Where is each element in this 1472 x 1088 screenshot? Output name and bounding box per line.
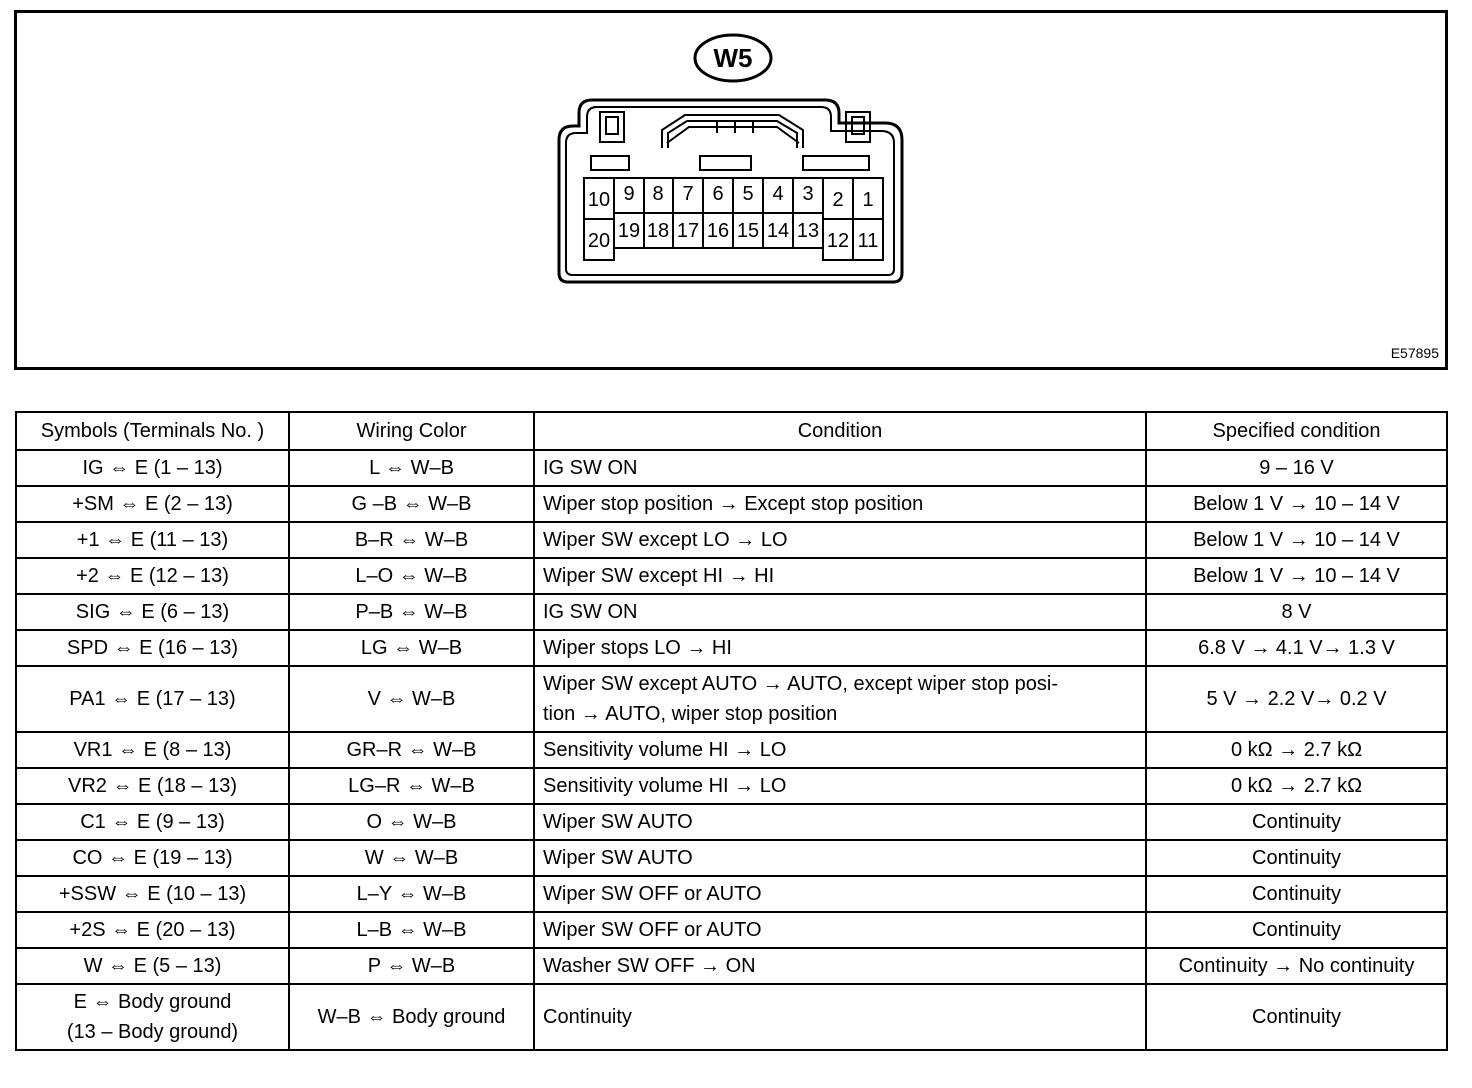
wiring-color-cell: O ⇔ W–B <box>289 804 534 840</box>
wiring-color-cell: LG–R ⇔ W–B <box>289 768 534 804</box>
wiring-color-cell: L–Y ⇔ W–B <box>289 876 534 912</box>
condition-cell: Wiper SW AUTO <box>534 804 1146 840</box>
header-symbols: Symbols (Terminals No. ) <box>16 412 289 450</box>
wiring-color-cell: L ⇔ W–B <box>289 450 534 486</box>
header-specified-condition: Specified condition <box>1146 412 1447 450</box>
symbol-cell: +2S ⇔ E (20 – 13) <box>16 912 289 948</box>
pin-number: 13 <box>796 220 820 242</box>
table-row <box>16 984 1447 1050</box>
wiring-color-cell: GR–R ⇔ W–B <box>289 732 534 768</box>
table-row <box>16 912 1447 948</box>
terminal-spec-table <box>15 411 1448 1051</box>
symbol-cell: IG ⇔ E (1 – 13) <box>16 450 289 486</box>
pin-number: 18 <box>646 220 670 242</box>
condition-cell: Wiper SW AUTO <box>534 840 1146 876</box>
table-row <box>16 732 1447 768</box>
pin-number: 14 <box>766 220 790 242</box>
key-slot-center <box>700 156 751 170</box>
pin-number: 12 <box>826 230 850 252</box>
condition-cell: Wiper SW except AUTO → AUTO, except wiper stop posi- tion → AUTO, wiper stop position <box>534 666 1146 732</box>
table-row <box>16 450 1447 486</box>
symbol-cell: +SM ⇔ E (2 – 13) <box>16 486 289 522</box>
condition-cell: Wiper SW except LO → LO <box>534 522 1146 558</box>
pin-number: 16 <box>706 220 730 242</box>
header-wiring-color: Wiring Color <box>289 412 534 450</box>
condition-cell: Wiper SW OFF or AUTO <box>534 912 1146 948</box>
key-slot-right <box>803 156 869 170</box>
pin-number: 20 <box>587 230 611 252</box>
specified-condition-cell: Below 1 V → 10 – 14 V <box>1146 558 1447 594</box>
specified-condition-cell: Continuity <box>1146 840 1447 876</box>
specified-condition-cell: 8 V <box>1146 594 1447 630</box>
table-row <box>16 486 1447 522</box>
specified-condition-cell: Continuity <box>1146 984 1447 1050</box>
key-slot-left <box>591 156 629 170</box>
symbol-cell: SIG ⇔ E (6 – 13) <box>16 594 289 630</box>
pin-number: 19 <box>617 220 641 242</box>
symbol-cell: +2 ⇔ E (12 – 13) <box>16 558 289 594</box>
specified-condition-cell: Continuity → No continuity <box>1146 948 1447 984</box>
wiring-color-cell: B–R ⇔ W–B <box>289 522 534 558</box>
wiring-color-cell: W ⇔ W–B <box>289 840 534 876</box>
figure-code: E57895 <box>1390 345 1439 361</box>
table-row <box>16 840 1447 876</box>
center-latch <box>662 115 803 148</box>
specified-condition-cell: 0 kΩ → 2.7 kΩ <box>1146 768 1447 804</box>
connector-label: W5 <box>713 43 753 73</box>
pin-number: 10 <box>587 189 611 211</box>
pin-number: 2 <box>832 189 844 211</box>
specified-condition-cell: 5 V → 2.2 V→ 0.2 V <box>1146 666 1447 732</box>
table-row <box>16 522 1447 558</box>
pin-number: 4 <box>772 183 784 205</box>
pin-number: 17 <box>676 220 700 242</box>
table-row <box>16 594 1447 630</box>
symbol-cell: VR2 ⇔ E (18 – 13) <box>16 768 289 804</box>
condition-cell: Sensitivity volume HI → LO <box>534 768 1146 804</box>
right-lock-tab <box>846 112 870 142</box>
symbol-cell: +1 ⇔ E (11 – 13) <box>16 522 289 558</box>
wiring-color-cell: L–O ⇔ W–B <box>289 558 534 594</box>
specified-condition-cell: Below 1 V → 10 – 14 V <box>1146 486 1447 522</box>
wiring-color-cell: P–B ⇔ W–B <box>289 594 534 630</box>
wiring-color-cell: LG ⇔ W–B <box>289 630 534 666</box>
condition-cell: Continuity <box>534 984 1146 1050</box>
pin-number: 5 <box>742 183 754 205</box>
symbol-cell: C1 ⇔ E (9 – 13) <box>16 804 289 840</box>
symbol-cell: +SSW ⇔ E (10 – 13) <box>16 876 289 912</box>
pin-number: 15 <box>736 220 760 242</box>
wiring-color-cell: V ⇔ W–B <box>289 666 534 732</box>
table-row <box>16 630 1447 666</box>
table-row <box>16 876 1447 912</box>
condition-cell: Sensitivity volume HI → LO <box>534 732 1146 768</box>
condition-cell: Wiper stop position → Except stop position <box>534 486 1146 522</box>
specified-condition-cell: 9 – 16 V <box>1146 450 1447 486</box>
table-row <box>16 768 1447 804</box>
left-lock-tab <box>600 112 624 142</box>
pin-number: 9 <box>623 183 635 205</box>
pin-number: 8 <box>652 183 664 205</box>
pin-number: 1 <box>862 189 874 211</box>
specified-condition-cell: Below 1 V → 10 – 14 V <box>1146 522 1447 558</box>
table-row <box>16 558 1447 594</box>
condition-cell: IG SW ON <box>534 450 1146 486</box>
symbol-cell: SPD ⇔ E (16 – 13) <box>16 630 289 666</box>
specified-condition-cell: 0 kΩ → 2.7 kΩ <box>1146 732 1447 768</box>
wiring-color-cell: L–B ⇔ W–B <box>289 912 534 948</box>
wiring-color-cell: G –B ⇔ W–B <box>289 486 534 522</box>
specified-condition-cell: Continuity <box>1146 912 1447 948</box>
symbol-cell: VR1 ⇔ E (8 – 13) <box>16 732 289 768</box>
symbol-cell: PA1 ⇔ E (17 – 13) <box>16 666 289 732</box>
pin-number: 11 <box>857 230 879 252</box>
pin-number: 6 <box>712 183 724 205</box>
wiring-color-cell: W–B ⇔ Body ground <box>289 984 534 1050</box>
condition-cell: Washer SW OFF → ON <box>534 948 1146 984</box>
condition-cell: Wiper SW except HI → HI <box>534 558 1146 594</box>
table-row <box>16 666 1447 732</box>
symbol-cell: W ⇔ E (5 – 13) <box>16 948 289 984</box>
condition-cell: Wiper stops LO → HI <box>534 630 1146 666</box>
specified-condition-cell: Continuity <box>1146 804 1447 840</box>
symbol-cell: CO ⇔ E (19 – 13) <box>16 840 289 876</box>
pin-number: 3 <box>802 183 814 205</box>
table-row <box>16 948 1447 984</box>
table-header-row <box>16 412 1447 450</box>
condition-cell: Wiper SW OFF or AUTO <box>534 876 1146 912</box>
connector-diagram <box>17 13 1445 367</box>
wiring-color-cell: P ⇔ W–B <box>289 948 534 984</box>
condition-cell: IG SW ON <box>534 594 1146 630</box>
table-body <box>16 450 1447 1050</box>
pin-number: 7 <box>682 183 694 205</box>
header-condition: Condition <box>534 412 1146 450</box>
connector-diagram-panel <box>14 10 1448 370</box>
specified-condition-cell: 6.8 V → 4.1 V→ 1.3 V <box>1146 630 1447 666</box>
symbol-cell: E ⇔ Body ground (13 – Body ground) <box>16 984 289 1050</box>
table-row <box>16 804 1447 840</box>
specified-condition-cell: Continuity <box>1146 876 1447 912</box>
